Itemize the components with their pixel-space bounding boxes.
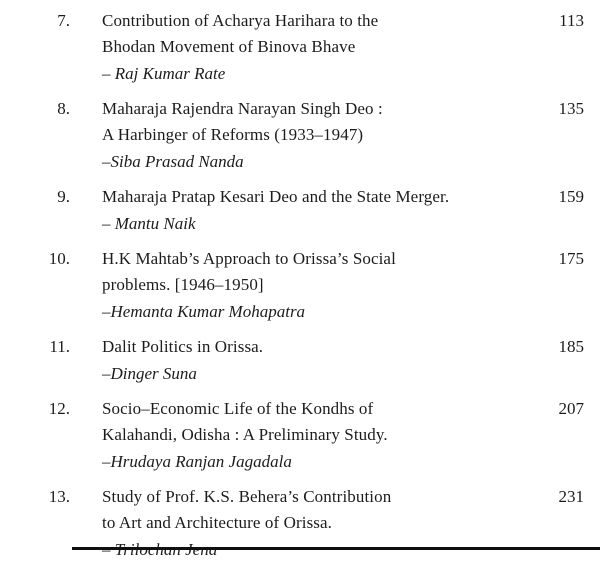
toc-entry <box>18 396 590 475</box>
toc-entry <box>18 184 590 237</box>
entry-author: – Mantu Naik <box>102 214 196 233</box>
entry-title-line: A Harbinger of Reforms (1933–1947) <box>102 125 364 144</box>
entry-number: 8. <box>57 99 70 118</box>
entry-page-number: 135 <box>558 99 584 118</box>
entry-number: 9. <box>57 187 70 206</box>
entry-content <box>70 8 536 87</box>
entry-number: 13. <box>48 487 70 506</box>
toc-entry <box>18 334 590 387</box>
entry-number: 12. <box>48 399 70 418</box>
entry-title-line: Maharaja Rajendra Narayan Singh Deo : <box>102 99 383 118</box>
entry-author: –Hrudaya Ranjan Jagadala <box>102 452 292 471</box>
entry-page-number: 175 <box>558 249 584 268</box>
entry-number: 10. <box>48 249 70 268</box>
entry-content <box>70 96 536 175</box>
entry-content <box>70 184 536 237</box>
entry-title-line: Study of Prof. K.S. Behera’s Contribution <box>102 487 392 506</box>
entry-title-line: Socio–Economic Life of the Kondhs of <box>102 399 374 418</box>
entry-author: –Dinger Suna <box>102 364 197 383</box>
toc-entry <box>18 96 590 175</box>
entry-title-line: Bhodan Movement of Binova Bhave <box>102 37 356 56</box>
entry-title-line: H.K Mahtab’s Approach to Orissa’s Social <box>102 249 396 268</box>
entry-number: 11. <box>49 337 70 356</box>
toc-entry <box>18 8 590 87</box>
scan-edge-line <box>72 547 600 550</box>
entry-page-number: 207 <box>558 399 584 418</box>
entry-title-line: problems. [1946–1950] <box>102 275 264 294</box>
entry-page-number: 185 <box>558 337 584 356</box>
entry-author: –Hemanta Kumar Mohapatra <box>102 302 306 321</box>
entry-title-line: Dalit Politics in Orissa. <box>102 337 264 356</box>
entry-number: 7. <box>57 11 70 30</box>
entry-author: –Siba Prasad Nanda <box>102 152 244 171</box>
toc-entry <box>18 484 590 563</box>
entry-title-line: to Art and Architecture of Orissa. <box>102 513 333 532</box>
toc-entry <box>18 246 590 325</box>
entry-title-line: Contribution of Acharya Harihara to the <box>102 11 379 30</box>
entry-page-number: 113 <box>559 11 584 30</box>
entry-content <box>70 396 536 475</box>
entry-page-number: 159 <box>558 187 584 206</box>
entry-title-line: Kalahandi, Odisha : A Preliminary Study. <box>102 425 388 444</box>
entry-author <box>102 537 536 563</box>
entry-content <box>70 484 536 563</box>
entry-author: – Raj Kumar Rate <box>102 64 226 83</box>
entry-content <box>70 246 536 325</box>
entry-content <box>70 334 536 387</box>
entry-page-number: 231 <box>558 487 584 506</box>
entry-title-line: Maharaja Pratap Kesari Deo and the State Merger. <box>102 187 450 206</box>
